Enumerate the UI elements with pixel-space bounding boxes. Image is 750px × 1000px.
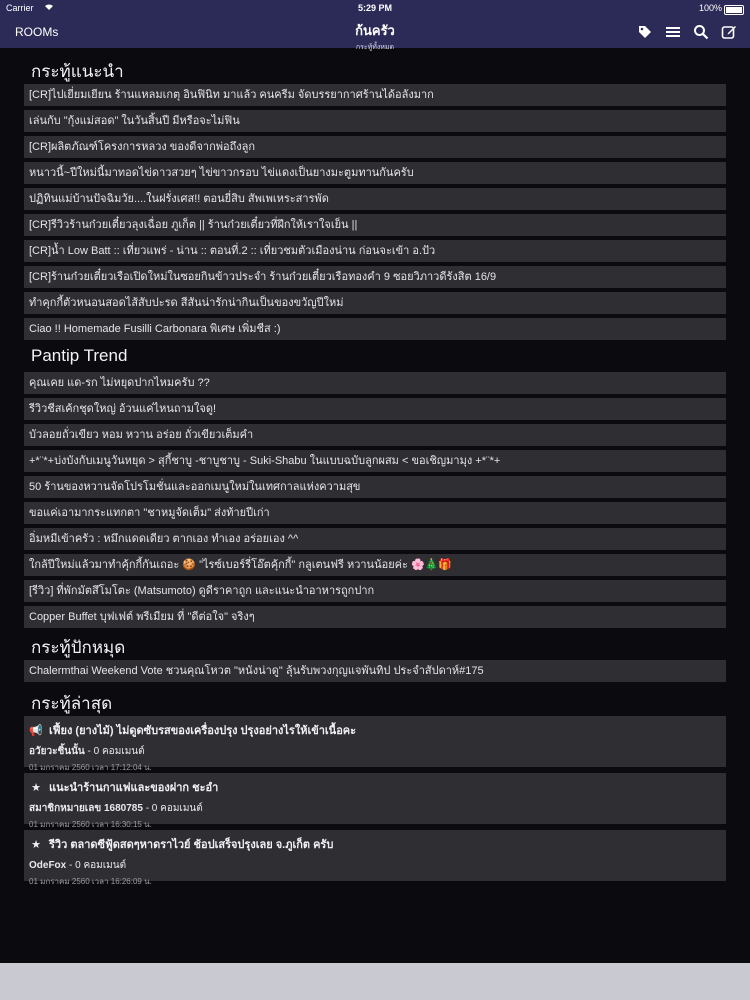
thread-author[interactable]: สมาชิกหมายเลข 1680785 [29,803,143,814]
thread-title: แนะนำร้านกาแฟและของฝาก ชะอำ [49,782,219,794]
list-item[interactable]: เล่นกับ "กุ้งแม่สอด" ในวันสิ้นปี มีหรือจะไม่ฟิน [24,110,726,132]
comment-count: - 0 คอมเมนต์ [69,860,127,871]
list-item[interactable]: +*¨*+บ่งบังกับเมนูวันหยุด > สุกี้ชาบู -ชาบูชาบู - Suki-Shabu ในแบบฉบับลูกผสม < ขอเชิญมามุง +*¨*+ [24,450,726,472]
search-icon[interactable] [692,23,710,41]
star-icon: ★ [31,839,41,851]
list-item[interactable]: ขอแค่เอามากระแทกตา "ชาหมูจัดเต็ม" ส่งท้ายปีเก่า [24,502,726,524]
list-item[interactable]: Chalermthai Weekend Vote ชวนคุณโหวต "หนังน่าดู" ลุ้นรับพวงกุญแจพันทิป ประจำสัปดาห์#175 [24,660,726,682]
compose-icon[interactable] [720,23,738,41]
thread-date: 01 มกราคม 2560 เวลา 16:26:09 น. [29,877,152,886]
section-title-recommended: กระทู้แนะนำ [31,62,124,81]
comment-count: - 0 คอมเมนต์ [145,803,203,814]
latest-thread-card[interactable] [24,716,726,772]
trend-list [24,372,726,628]
list-item[interactable]: Copper Buffet บุฟเฟต์ พรีเมียม ที่ "ดีต่อใจ" จริงๆ [24,606,726,628]
battery-percent: 100% [698,3,722,13]
list-item[interactable]: [CR]น้ำ Low Batt :: เที่ยวแพร่ - น่าน :: ตอนที่.2 :: เที่ยวชมตัวเมืองน่าน ก่อนจะเข้า อ.ปัว [24,240,726,262]
latest-thread-card[interactable] [24,830,726,886]
nav-bar [0,18,750,51]
thread-list [24,48,726,887]
list-item[interactable]: หนาวนี้~ปีใหม่นี้มาทอดไข่ดาวสวยๆ ไข่ขาวกรอบ ไข่แดงเป็นยางมะตูมทานกันครับ [24,162,726,184]
battery-icon [724,5,744,15]
thread-title: รีวิว ตลาดซีฟู้ดสดๆหาดราไวย์ ช้อปเสร็จปรุงเลย จ.ภูเก็ต ครับ [49,839,334,851]
list-item[interactable]: [CR]ไปเยี่ยมเยียน ร้านแหลมเกตุ อินฟินิท มาแล้ว คนครีม จัดบรรยากาศร้านได้อลังมาก [24,84,726,106]
latest-list [24,716,726,886]
star-icon: ★ [31,782,41,794]
recommended-list [24,84,726,340]
menu-icon[interactable] [664,23,682,41]
thread-title-row [29,778,721,794]
thread-meta [29,744,721,759]
list-item[interactable]: คุณเคย แด-รก ไม่หยุดปากไหมครับ ?? [24,372,726,394]
status-bar [0,0,750,18]
thread-meta [29,858,721,873]
list-item[interactable]: อิ่มหมีเข้าครัว : หมึกแดดเดียว ตากเอง ทำเอง อร่อยเอง ^^ [24,528,726,550]
list-item[interactable]: [CR]ร้านก๋วยเตี๋ยวเรือเปิดใหม่ในซอยกินข้าวประจำ ร้านก๋วยเตี๋ยวเรือทองคำ 9 ซอยวิภาวดีรังสิต 16/9 [24,266,726,288]
thread-title-row [29,721,721,737]
pinned-list [24,660,726,682]
comment-count: - 0 คอมเมนต์ [87,746,145,757]
list-item[interactable]: [รีวิว] ที่พักมัตสึโมโตะ (Matsumoto) ดูดีราคาถูก และแนะนำอาหารถูกปาก [24,580,726,602]
list-item[interactable]: Ciao !! Homemade Fusilli Carbonara พิเศษ เพิ่มชีส :) [24,318,726,340]
thread-author[interactable]: OdeFox [29,860,67,871]
list-item[interactable]: ปฏิทินแม่บ้านปัจฉิมวัย....ในฝรั่งเศส!! ตอนยี่สิบ สัพเพเหระสารพัด [24,188,726,210]
thread-meta [29,801,721,816]
section-title-pinned: กระทู้ปักหมุด [31,638,126,657]
page-subtitle: กระทู้ทั้งหมด [355,44,395,51]
list-item[interactable]: รีวิวชีสเค้กชุดใหญ่ อ้วนแค่ไหนถามใจดู! [24,398,726,420]
clock: 5:29 PM [357,3,392,13]
thread-date: 01 มกราคม 2560 เวลา 16:30:15 น. [29,820,152,829]
list-item[interactable]: [CR]ผลิตภัณฑ์โครงการหลวง ของดีจากพ่อถึงลูก [24,136,726,158]
list-item[interactable]: ใกล้ปีใหม่แล้วมาทำคุ้กกี้กันเถอะ 🍪 "ไรซ์เบอร์รี่โอ๊ตคุ้กกี้" กลูเตนฟรี หวานน้อยค่ะ 🌸🎄🎁 [24,554,726,576]
list-item[interactable]: ทำคุกกี้ตัวหนอนสอดไส้สับปะรด สีสันน่ารักน่ากินเป็นของขวัญปีใหม่ [24,292,726,314]
megaphone-icon: 📢 [29,725,43,737]
thread-title-row [29,835,721,851]
tag-icon[interactable] [636,23,654,41]
nav-actions [636,23,738,41]
list-item[interactable]: บัวลอยถั่วเขียว หอม หวาน อร่อย ถั่วเขียวเต็มคำ [24,424,726,446]
section-title-trend: Pantip Trend [31,346,128,365]
thread-date: 01 มกราคม 2560 เวลา 17:12:04 น. [29,763,152,772]
bottom-toolbar [0,963,750,1000]
latest-thread-card[interactable] [24,773,726,829]
page-title: ก้นครัว [355,23,395,38]
section-title-latest: กระทู้ล่าสุด [31,694,113,713]
list-item[interactable]: 50 ร้านของหวานจัดโปรโมชั่นและออกเมนูใหม่ในเทศกาลแห่งความสุข [24,476,726,498]
thread-author[interactable]: อวัยวะชิ้นนั้น [29,746,85,757]
list-item[interactable]: [CR]รีวิวร้านก๋วยเตี๋ยวลุงเฉื่อย ภูเก็ต || ร้านก๋วยเตี๋ยวที่ฝึกให้เราใจเย็น || [24,214,726,236]
carrier-label: Carrier [6,3,34,13]
thread-title: เฟี้ยง (ยางไม้) ไม่ดูดซับรสของเครื่องปรุง ปรุงอย่างไรให้เข้าเนื้อคะ [49,725,357,737]
rooms-back-button[interactable]: ROOMs [15,25,59,39]
